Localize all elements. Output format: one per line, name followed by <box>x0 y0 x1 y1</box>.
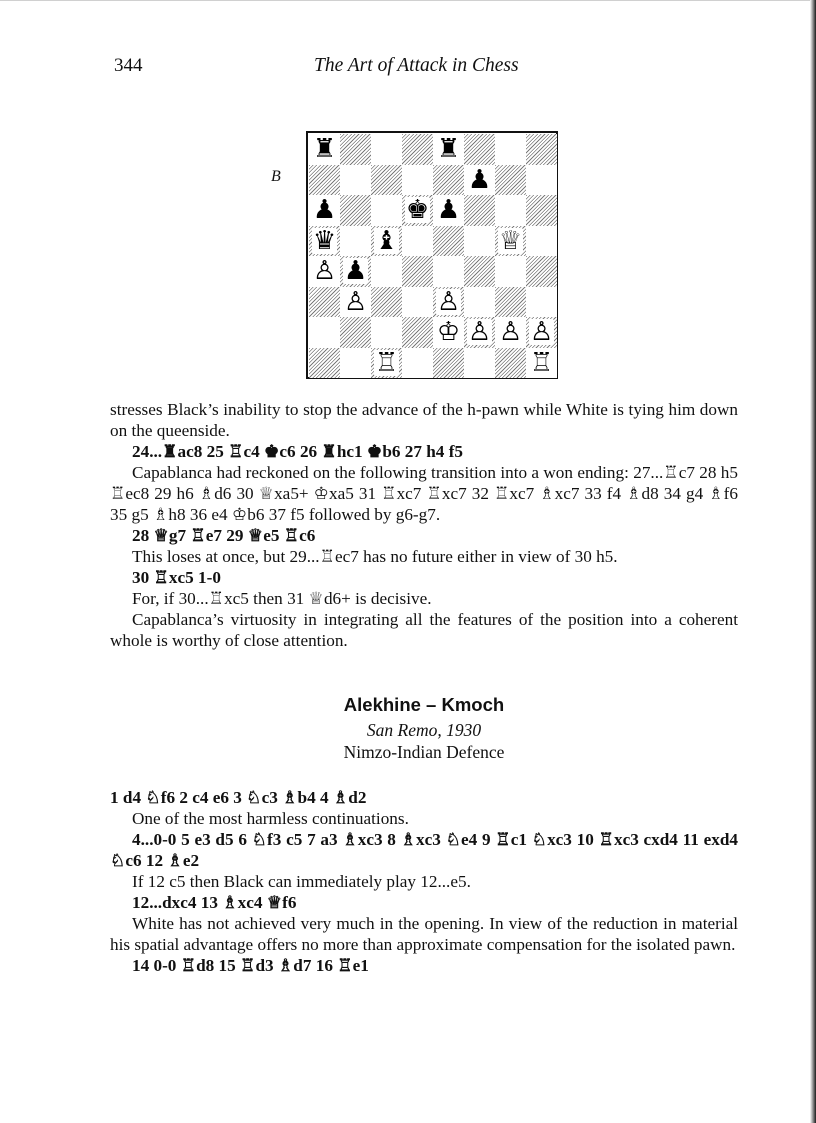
square-b7 <box>340 165 371 196</box>
move-line: 12...dxc4 13 ♗xc4 ♕f6 <box>132 893 297 912</box>
square-d3 <box>402 287 433 318</box>
game-title: Alekhine – Kmoch <box>343 694 505 715</box>
annotation-paragraph: This loses at once, but 29...♖ec7 has no future either in view of 30 h5. <box>132 547 618 566</box>
move-line: 28 ♕g7 ♖e7 29 ♕e5 ♖c6 <box>132 526 316 545</box>
annotation-paragraph: White has not achieved very much in the opening. In view of the reduction in material his spatial advantage offers no more than approximate compensation for the isolated pawn. <box>110 914 738 954</box>
square-a7 <box>309 165 340 196</box>
square-d6 <box>402 195 433 226</box>
chess-piece-icon: ♙ <box>529 317 554 348</box>
square-f1 <box>464 348 495 379</box>
commentary-bottom <box>110 787 738 976</box>
annotation-paragraph: For, if 30...♖xc5 then 31 ♕d6+ is decisive. <box>132 589 432 608</box>
square-g1 <box>495 348 526 379</box>
chess-piece-icon: ♟ <box>467 164 492 195</box>
square-d1 <box>402 348 433 379</box>
square-b3 <box>340 287 371 318</box>
square-f3 <box>464 287 495 318</box>
square-h2 <box>526 317 557 348</box>
square-b1 <box>340 348 371 379</box>
move-line: 24...♜ac8 25 ♖c4 ♚c6 26 ♜hc1 ♚b6 27 h4 f5 <box>132 442 464 461</box>
square-b4 <box>340 256 371 287</box>
square-h8 <box>526 134 557 165</box>
commentary-top <box>110 399 738 651</box>
square-a5 <box>309 226 340 257</box>
square-e3 <box>433 287 464 318</box>
square-e1 <box>433 348 464 379</box>
square-c7 <box>371 165 402 196</box>
square-f2 <box>464 317 495 348</box>
chess-piece-icon: ♕ <box>498 225 523 256</box>
chess-piece-icon: ♖ <box>374 347 399 378</box>
square-h1 <box>526 348 557 379</box>
game-event: San Remo, 1930 <box>366 720 482 740</box>
square-c3 <box>371 287 402 318</box>
game-opening: Nimzo-Indian Defence <box>343 742 505 762</box>
square-g5 <box>495 226 526 257</box>
chess-piece-icon: ♙ <box>343 286 368 317</box>
square-a1 <box>309 348 340 379</box>
chess-piece-icon: ♟ <box>436 195 461 226</box>
square-h3 <box>526 287 557 318</box>
square-d8 <box>402 134 433 165</box>
chess-piece-icon: ♙ <box>498 317 523 348</box>
square-c5 <box>371 226 402 257</box>
square-f4 <box>464 256 495 287</box>
square-g7 <box>495 165 526 196</box>
chess-piece-icon: ♔ <box>436 317 461 348</box>
square-e4 <box>433 256 464 287</box>
square-a2 <box>309 317 340 348</box>
square-h6 <box>526 195 557 226</box>
square-b5 <box>340 226 371 257</box>
chess-piece-icon: ♙ <box>467 317 492 348</box>
move-line: 1 d4 ♘f6 2 c4 e6 3 ♘c3 ♗b4 4 ♗d2 <box>110 788 367 807</box>
square-b8 <box>340 134 371 165</box>
square-d4 <box>402 256 433 287</box>
square-g3 <box>495 287 526 318</box>
square-a3 <box>309 287 340 318</box>
chess-piece-icon: ♟ <box>312 195 337 226</box>
square-e8 <box>433 134 464 165</box>
move-line: 4...0-0 5 e3 d5 6 ♘f3 c5 7 a3 ♗xc3 8 ♗xc3 ♘e4 9 ♖c1 ♘xc3 10 ♖xc3 cxd4 11 exd4 ♘c6 12 ♗e2 <box>110 830 738 870</box>
chess-piece-icon: ♜ <box>436 134 461 165</box>
annotation-paragraph: If 12 c5 then Black can immediately play 12...e5. <box>132 872 471 891</box>
running-title: The Art of Attack in Chess <box>314 55 519 76</box>
square-h5 <box>526 226 557 257</box>
square-a8 <box>309 134 340 165</box>
chess-piece-icon: ♚ <box>405 195 430 226</box>
move-line: 14 0-0 ♖d8 15 ♖d3 ♗d7 16 ♖e1 <box>132 956 369 975</box>
square-g6 <box>495 195 526 226</box>
square-g4 <box>495 256 526 287</box>
annotation-paragraph: stresses Black’s inability to stop the advance of the h-pawn while White is tying him down on the queenside. <box>110 400 738 440</box>
chess-piece-icon: ♟ <box>343 256 368 287</box>
square-d5 <box>402 226 433 257</box>
square-c4 <box>371 256 402 287</box>
chess-piece-icon: ♙ <box>312 256 337 287</box>
square-c6 <box>371 195 402 226</box>
square-d2 <box>402 317 433 348</box>
square-h4 <box>526 256 557 287</box>
square-a4 <box>309 256 340 287</box>
square-g8 <box>495 134 526 165</box>
annotation-paragraph: Capablanca’s virtuosity in integrating all the features of the position into a coherent whole is worthy of close attention. <box>110 610 738 650</box>
chess-piece-icon: ♙ <box>436 286 461 317</box>
square-e7 <box>433 165 464 196</box>
page-number: 344 <box>114 55 143 76</box>
square-f6 <box>464 195 495 226</box>
chess-diagram <box>306 131 558 379</box>
square-f5 <box>464 226 495 257</box>
page-header <box>114 55 738 79</box>
square-a6 <box>309 195 340 226</box>
square-g2 <box>495 317 526 348</box>
square-h7 <box>526 165 557 196</box>
square-e6 <box>433 195 464 226</box>
square-f7 <box>464 165 495 196</box>
chess-piece-icon: ♖ <box>529 347 554 378</box>
square-e5 <box>433 226 464 257</box>
annotation-paragraph: One of the most harmless continuations. <box>132 809 409 828</box>
square-b2 <box>340 317 371 348</box>
square-c8 <box>371 134 402 165</box>
square-c1 <box>371 348 402 379</box>
move-line: 30 ♖xc5 1-0 <box>132 568 221 587</box>
square-c2 <box>371 317 402 348</box>
square-b6 <box>340 195 371 226</box>
side-to-move-label: B <box>271 168 281 185</box>
annotation-paragraph: Capablanca had reckoned on the following transition into a won ending: 27...♖c7 28 h5 ♖ec8 29 h6 ♗d6 30 ♕xa5+ ♔xa5 31 ♖xc7 ♖xc7 32 ♖xc7 ♗xc7 33 f4 ♗d8 34 g4 ♗f6 35 g5 ♗h8 36 e4 ♔b6 37 f5 followed by g6-g7. <box>110 463 738 524</box>
page-top-edge <box>0 0 816 1</box>
square-f8 <box>464 134 495 165</box>
chess-piece-icon: ♜ <box>312 134 337 165</box>
chess-piece-icon: ♛ <box>312 225 337 256</box>
square-e2 <box>433 317 464 348</box>
page-binding-shadow <box>810 0 816 1123</box>
square-d7 <box>402 165 433 196</box>
chess-piece-icon: ♝ <box>374 225 399 256</box>
